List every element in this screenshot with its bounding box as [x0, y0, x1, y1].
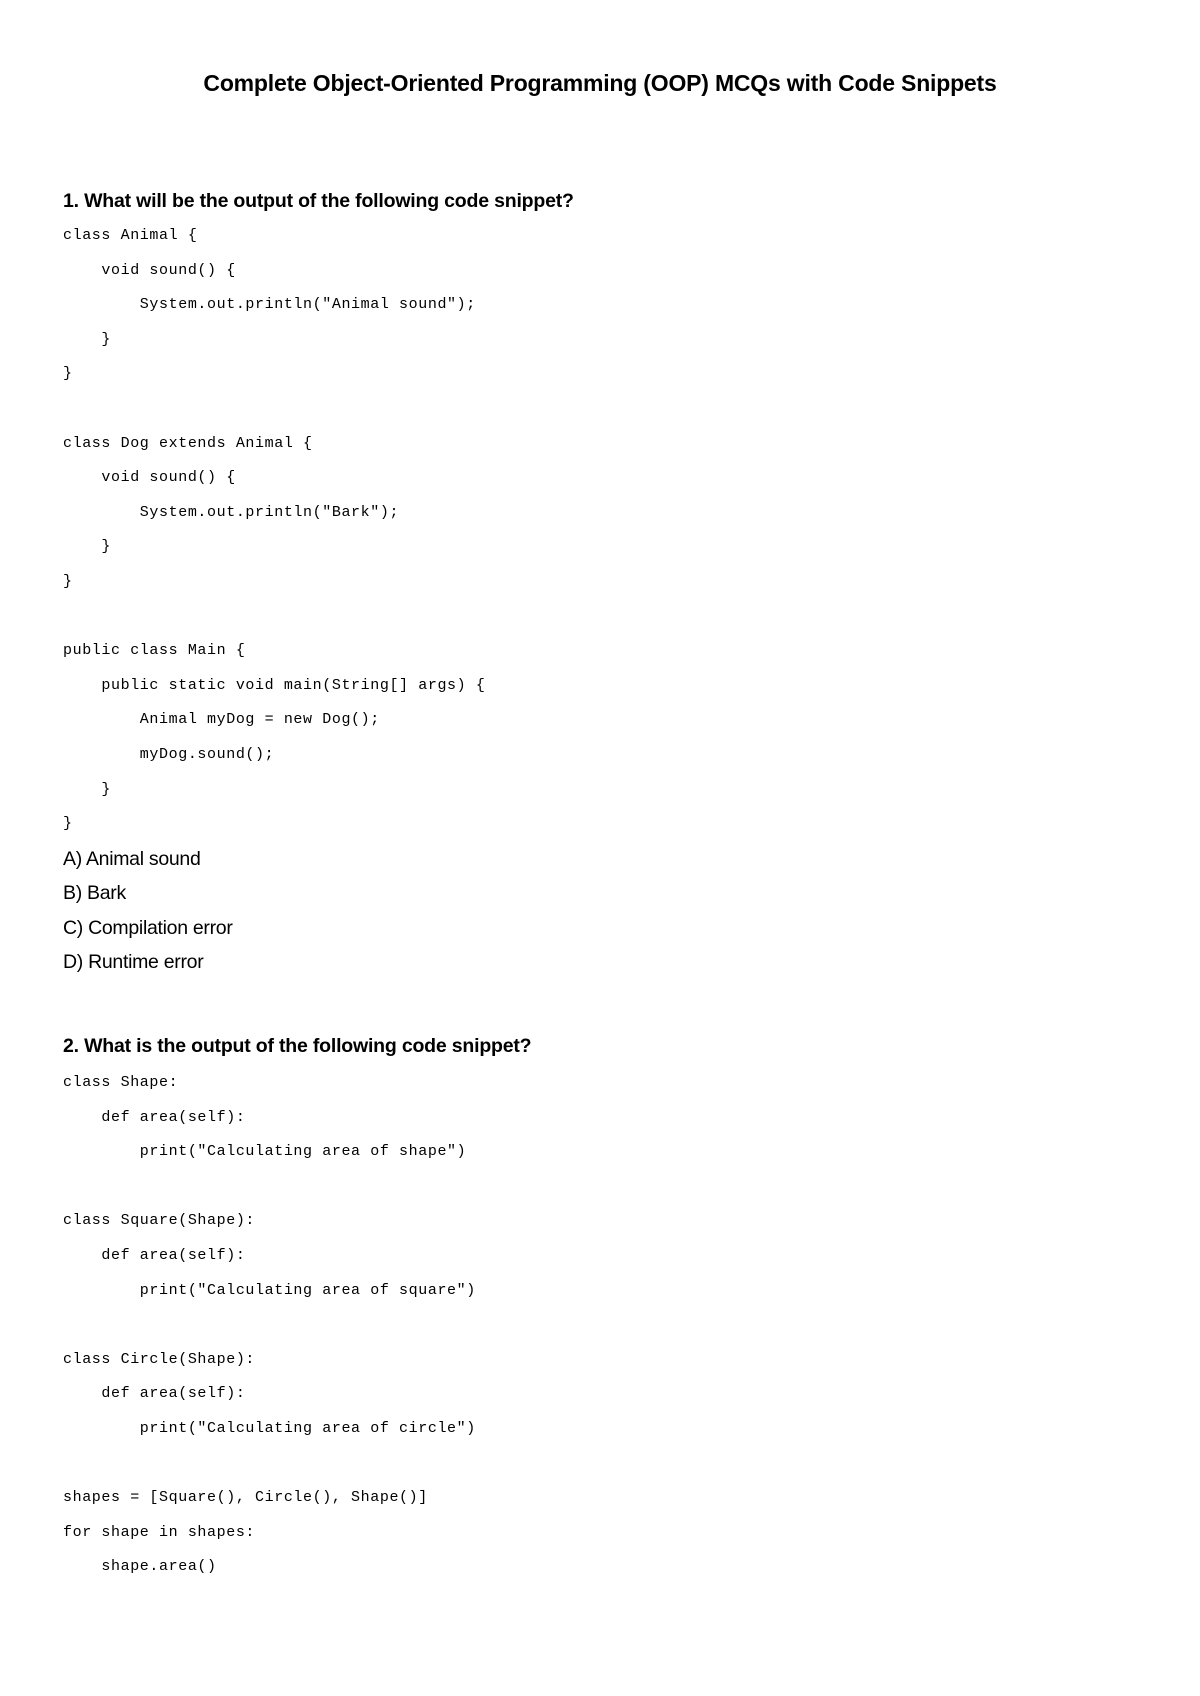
answer-option: A) Animal sound	[63, 847, 201, 870]
code-line: }	[63, 572, 73, 590]
code-line: shape.area()	[63, 1558, 217, 1576]
code-line	[63, 392, 1143, 427]
code-line: shapes = [Square(), Circle(), Shape()]	[63, 1489, 428, 1507]
answer-option: B) Bark	[63, 882, 126, 905]
code-line: void sound() {	[63, 261, 236, 279]
question-2	[63, 1033, 1143, 1585]
code-line: def area(self):	[63, 1246, 246, 1264]
code-line: class Dog extends Animal {	[63, 434, 313, 452]
question-heading: 2. What is the output of the following code snippet?	[63, 1035, 532, 1057]
code-snippet	[63, 1066, 1143, 1585]
code-line: System.out.println("Animal sound");	[63, 296, 476, 314]
code-line: print("Calculating area of shape")	[63, 1143, 467, 1161]
code-line: System.out.println("Bark");	[63, 503, 400, 521]
code-snippet	[63, 219, 1143, 842]
question-heading: 1. What will be the output of the following code snippet?	[63, 190, 574, 212]
answer-option: D) Runtime error	[63, 951, 204, 974]
code-line: Animal myDog = new Dog();	[63, 711, 380, 729]
code-line: public class Main {	[63, 642, 246, 660]
code-line: print("Calculating area of square")	[63, 1281, 476, 1299]
code-line	[63, 600, 1143, 635]
code-line: myDog.sound();	[63, 745, 275, 763]
code-line: def area(self):	[63, 1108, 246, 1126]
code-line: class Square(Shape):	[63, 1212, 256, 1230]
answer-option: C) Compilation error	[63, 916, 233, 939]
document-title: Complete Object-Oriented Programming (OOP) MCQs with Code Snippets	[203, 70, 997, 96]
code-line: void sound() {	[63, 469, 236, 487]
question-1	[63, 188, 1143, 980]
answer-options	[63, 842, 1143, 980]
code-line: }	[63, 780, 112, 798]
code-line: class Shape:	[63, 1074, 179, 1091]
code-line: class Animal {	[63, 227, 198, 244]
code-line: class Circle(Shape):	[63, 1350, 256, 1368]
code-line: }	[63, 365, 73, 383]
code-line: def area(self):	[63, 1385, 246, 1403]
code-line: for shape in shapes:	[63, 1523, 256, 1541]
code-line: }	[63, 538, 112, 556]
code-line: public static void main(String[] args) {	[63, 676, 486, 694]
code-line: }	[63, 330, 112, 348]
code-line: print("Calculating area of circle")	[63, 1419, 476, 1437]
code-line	[63, 1308, 1143, 1343]
code-line	[63, 1170, 1143, 1205]
code-line	[63, 1447, 1143, 1482]
code-line: }	[63, 815, 73, 833]
